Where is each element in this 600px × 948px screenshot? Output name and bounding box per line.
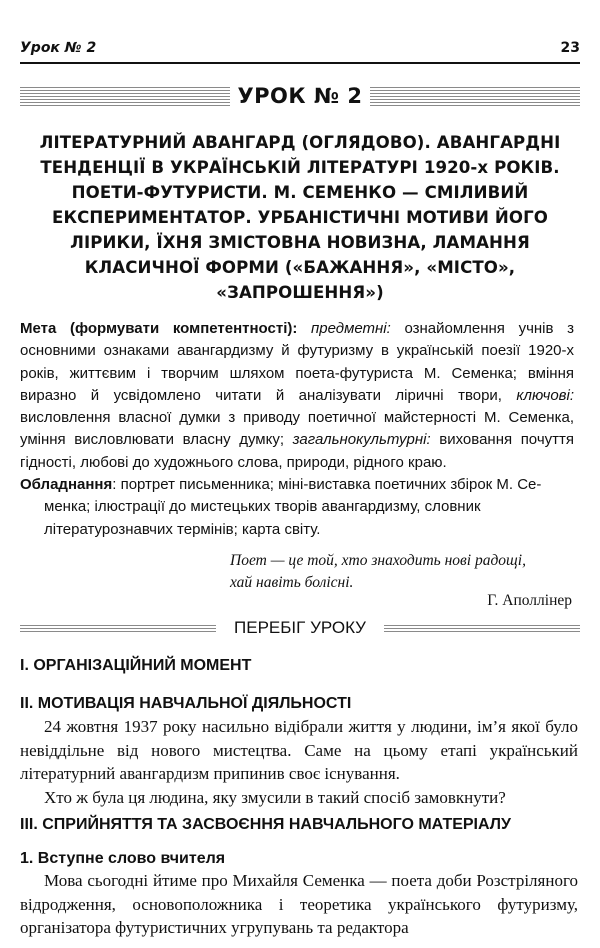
header-rule [20,62,580,64]
epigraph-author: Г. Аполлінер [487,592,572,609]
heading-line: «ЗАПРОШЕННЯ») [216,283,384,302]
cultural-label: загальнокультурні: [292,431,431,449]
paragraph: 24 жовтня 1937 року насильно відібрали життя у людини, ім’я якої було невіддільне від нового мистецтва. Саме на цьому етапі український літературний авангардизм припинив своє існування. [20,717,578,783]
teacher-intro-text [20,869,578,940]
subject-text: ознайомлення учнів з основними ознаками авангардизму й футуризму в українській поезії 1920-х років, життєвим і творчим шляхом поета-футуриста М. Семенка; вміння виразно й усвідомлено читати й аналізувати ліричні твори, [20,320,574,404]
progress-label: ПЕРЕБІГ УРОКУ [234,618,366,637]
heading-line: ПОЕТИ-ФУТУРИСТИ. М. СЕМЕНКО — СМІЛИВИЙ [71,183,529,202]
section-heading-organizational: I. ОРГАНІЗАЦІЙНИЙ МОМЕНТ [20,657,252,674]
subsection-heading-teacher-intro: 1. Вступне слово вчителя [20,850,226,867]
banner-hatch-left [20,87,230,106]
key-text: висловлення власної думки з приводу поетичної майстерності М. Семенка, уміння висловлювати власну думку; [20,409,574,449]
page-number: 23 [560,40,580,56]
running-header [20,40,580,64]
goal-label: Мета (формувати компетентності): [20,320,298,337]
running-title: Урок № 2 [20,40,97,56]
heading-line: ЛІРИКИ, ЇХНЯ ЗМІСТОВНА НОВИЗНА, ЛАМАННЯ [70,233,530,252]
heading-line: ТЕНДЕНЦІЇ В УКРАЇНСЬКІЙ ЛІТЕРАТУРІ 1920-х РОКІВ. [40,158,560,177]
equipment-rest: менка; ілюстрації до мистецьких творів авангардизму, словник літературознавчих термінів; карта світу. [44,498,481,538]
lesson-goal [20,318,574,474]
divider-hatch-right [384,625,580,634]
section-heading-motivation: II. МОТИВАЦІЯ НАВЧАЛЬНОЇ ДІЯЛЬНОСТІ [20,695,352,712]
banner-hatch-right [370,87,580,106]
section-heading-perception: III. СПРИЙНЯТТЯ ТА ЗАСВОЄННЯ НАВЧАЛЬНОГО МАТЕРІАЛУ [20,816,511,833]
heading-line: КЛАСИЧНОЇ ФОРМИ («БАЖАННЯ», «МІСТО», [84,258,516,277]
divider-hatch-left [20,625,216,634]
cultural-text: виховання почуття гідності, любові до художнього слова, природи, рідного краю. [20,431,575,471]
lesson-number: УРОК № 2 [237,84,363,108]
lesson-heading [22,130,578,305]
subject-label: предметні: [311,320,391,337]
lesson-equipment [20,474,574,541]
epigraph-line-1: Поет — це той, хто знаходить нові радощі, [230,552,526,569]
key-label: ключові: [516,386,575,404]
epigraph [230,550,572,594]
paragraph: Хто ж була ця людина, яку змусили в такий спосіб замовкнути? [44,787,506,807]
lesson-banner [20,84,580,110]
progress-divider [20,618,580,642]
equipment-label: Обладнання [20,476,113,493]
heading-line: ЕКСПЕРИМЕНТАТОР. УРБАНІСТИЧНІ МОТИВИ ЙОГО [52,208,548,227]
equipment-line-1: : портрет письменника; міні-виставка поетичних збірок М. Се- [112,476,542,493]
motivation-text [20,715,578,809]
epigraph-line-2: хай навіть болісні. [230,574,354,591]
heading-line: ЛІТЕРАТУРНИЙ АВАНГАРД (ОГЛЯДОВО). АВАНГАРДНІ [39,133,561,152]
paragraph: Мова сьогодні йтиме про Михайля Семенка — поета доби Розстріляного відродження, основоположника і теоретика українського футуризму, організатора футуристичних угрупувань та редактора [20,871,578,937]
